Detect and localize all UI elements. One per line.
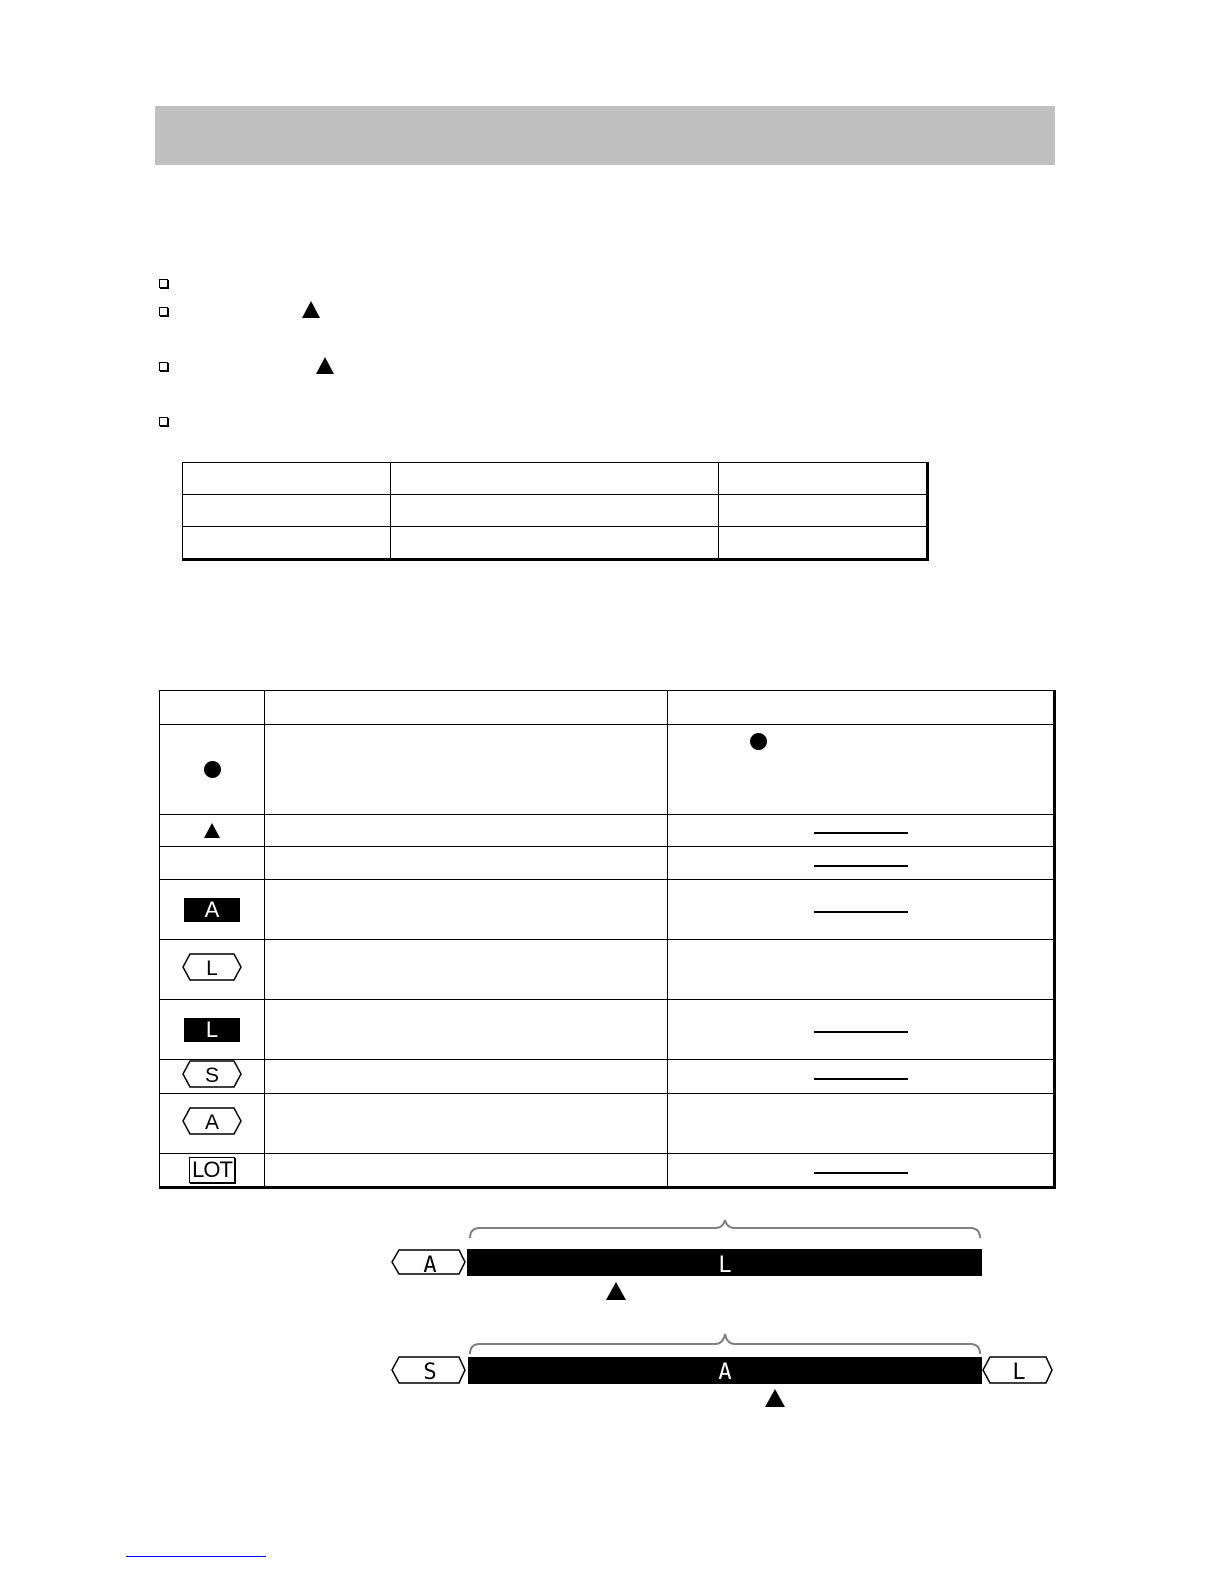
triangle-icon bbox=[316, 357, 334, 374]
triangle-icon bbox=[765, 1389, 785, 1407]
note-cell bbox=[668, 815, 1055, 847]
symbol-cell bbox=[160, 725, 265, 815]
underline-blank bbox=[814, 1078, 908, 1080]
description-cell bbox=[265, 815, 668, 847]
table-cell bbox=[391, 463, 719, 495]
triangle-icon bbox=[204, 823, 220, 838]
summary-table bbox=[182, 462, 929, 561]
table-cell bbox=[160, 691, 265, 725]
symbol-cell bbox=[160, 1000, 265, 1060]
underline-blank bbox=[814, 1031, 908, 1033]
table-row bbox=[183, 495, 928, 527]
checkbox-icon bbox=[159, 362, 168, 371]
underline-blank bbox=[814, 1172, 908, 1174]
bar-label: L bbox=[718, 1253, 732, 1278]
note-cell bbox=[668, 1154, 1055, 1188]
sequence-diagram-1 bbox=[385, 1218, 995, 1308]
brace bbox=[470, 1220, 980, 1238]
table-row bbox=[160, 847, 1055, 880]
circle-icon bbox=[750, 733, 767, 750]
table-row bbox=[160, 1094, 1055, 1154]
table-cell bbox=[719, 527, 928, 560]
note-cell bbox=[668, 847, 1055, 880]
description-cell bbox=[265, 1154, 668, 1188]
badge-lot: LOT bbox=[189, 1157, 235, 1183]
footer-link-underline[interactable] bbox=[126, 1556, 266, 1557]
table-cell bbox=[391, 527, 719, 560]
table-row bbox=[160, 725, 1055, 815]
tag-label: S bbox=[423, 1360, 437, 1385]
table-cell bbox=[183, 463, 391, 495]
triangle-icon bbox=[302, 301, 320, 318]
symbol-cell bbox=[160, 880, 265, 940]
badge-s-hex bbox=[182, 1060, 242, 1088]
symbol-cell bbox=[160, 815, 265, 847]
checkbox-icon bbox=[159, 417, 168, 426]
note-cell bbox=[668, 1094, 1055, 1154]
note-cell bbox=[668, 940, 1055, 1000]
description-cell bbox=[265, 1094, 668, 1154]
symbol-cell bbox=[160, 1154, 265, 1188]
symbol-cell bbox=[160, 1094, 265, 1154]
symbol-cell bbox=[160, 940, 265, 1000]
badge-l-hex bbox=[182, 953, 242, 981]
symbol-legend-table bbox=[159, 690, 1056, 1189]
table-row bbox=[160, 1000, 1055, 1060]
description-cell bbox=[265, 1000, 668, 1060]
tag-label: A bbox=[423, 1253, 437, 1278]
bar-label: A bbox=[718, 1360, 732, 1385]
table-cell bbox=[719, 463, 928, 495]
table-row bbox=[160, 1154, 1055, 1188]
description-cell bbox=[265, 725, 668, 815]
table-cell bbox=[265, 691, 668, 725]
table-row bbox=[183, 463, 928, 495]
symbol-cell bbox=[160, 847, 265, 880]
table-row bbox=[160, 815, 1055, 847]
description-cell bbox=[265, 1060, 668, 1094]
table-cell bbox=[719, 495, 928, 527]
badge-l-black: L bbox=[184, 1018, 240, 1042]
note-cell bbox=[668, 880, 1055, 940]
table-row bbox=[160, 940, 1055, 1000]
table-cell bbox=[391, 495, 719, 527]
badge-a-black: A bbox=[184, 898, 240, 922]
table-row bbox=[183, 527, 928, 560]
checkbox-icon bbox=[159, 279, 168, 288]
table-header-row bbox=[160, 691, 1055, 725]
description-cell bbox=[265, 940, 668, 1000]
badge-label: L bbox=[206, 957, 218, 980]
checkbox-icon bbox=[159, 307, 168, 316]
note-cell bbox=[668, 1060, 1055, 1094]
sequence-diagram-2 bbox=[385, 1326, 1055, 1416]
tag-label: L bbox=[1012, 1360, 1026, 1385]
underline-blank bbox=[814, 865, 908, 867]
badge-label: S bbox=[204, 1064, 220, 1087]
badge-label: A bbox=[204, 1111, 220, 1134]
underline-blank bbox=[814, 832, 908, 834]
header-bar bbox=[155, 106, 1055, 165]
table-cell bbox=[668, 691, 1055, 725]
brace bbox=[470, 1334, 980, 1354]
table-row bbox=[160, 880, 1055, 940]
description-cell bbox=[265, 847, 668, 880]
description-cell bbox=[265, 880, 668, 940]
underline-blank bbox=[814, 911, 908, 913]
table-row bbox=[160, 1060, 1055, 1094]
table-cell bbox=[183, 527, 391, 560]
triangle-icon bbox=[606, 1282, 626, 1300]
note-cell bbox=[668, 725, 1055, 815]
symbol-cell bbox=[160, 1060, 265, 1094]
note-cell bbox=[668, 1000, 1055, 1060]
badge-a-hex bbox=[182, 1107, 242, 1135]
circle-icon bbox=[204, 761, 221, 778]
table-cell bbox=[183, 495, 391, 527]
